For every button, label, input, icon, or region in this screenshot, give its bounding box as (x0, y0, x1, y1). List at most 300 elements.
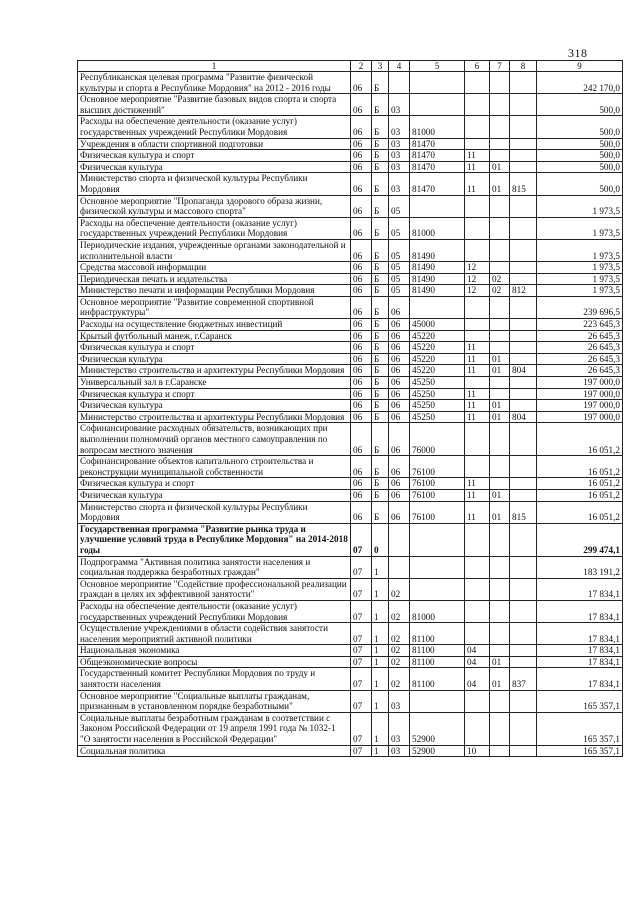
code-subsection: 01 (490, 656, 510, 668)
table-row (78, 273, 623, 285)
code-program: 07 (351, 600, 372, 622)
code-activity: 02 (389, 623, 410, 645)
row-amount: 165 357,1 (537, 712, 623, 745)
code-activity: 06 (389, 330, 410, 342)
code-activity: 02 (389, 668, 410, 690)
code-program: 07 (351, 578, 372, 600)
code-direction: 45250 (410, 377, 465, 389)
code-subsection: 01 (490, 489, 510, 501)
code-subsection (490, 745, 510, 757)
code-ministry (510, 94, 537, 116)
code-ministry (510, 195, 537, 217)
code-program: 06 (351, 116, 372, 138)
code-direction: 81000 (410, 116, 465, 138)
code-ministry: 812 (510, 285, 537, 297)
row-amount: 197 000,0 (537, 377, 623, 389)
code-subsection (490, 138, 510, 150)
table-row (78, 72, 623, 94)
code-subprogram: 1 (372, 656, 389, 668)
column-header: 4 (389, 61, 410, 72)
code-ministry (510, 690, 537, 712)
code-subprogram: 1 (372, 645, 389, 657)
code-section: 11 (465, 388, 490, 400)
table-row (78, 745, 623, 757)
code-ministry (510, 388, 537, 400)
code-program: 06 (351, 377, 372, 389)
code-ministry (510, 273, 537, 285)
code-section: 12 (465, 273, 490, 285)
row-amount: 239 696,5 (537, 296, 623, 318)
row-amount: 197 000,0 (537, 400, 623, 412)
code-direction: 81470 (410, 173, 465, 195)
code-program: 06 (351, 319, 372, 331)
code-activity: 06 (389, 501, 410, 523)
code-subsection: 01 (490, 668, 510, 690)
code-direction: 81490 (410, 285, 465, 297)
page-number: 318 (568, 46, 588, 60)
code-section: 11 (465, 150, 490, 162)
code-subsection (490, 319, 510, 331)
code-ministry (510, 296, 537, 318)
code-section (465, 600, 490, 622)
code-subprogram: Б (372, 330, 389, 342)
code-direction: 81000 (410, 600, 465, 622)
row-amount: 17 834,1 (537, 623, 623, 645)
table-row (78, 501, 623, 523)
code-section (465, 330, 490, 342)
table-row (78, 239, 623, 261)
code-direction: 76100 (410, 489, 465, 501)
row-amount: 16 051,2 (537, 489, 623, 501)
code-ministry (510, 239, 537, 261)
code-direction (410, 195, 465, 217)
code-activity: 03 (389, 161, 410, 173)
code-program: 07 (351, 623, 372, 645)
row-description: Подпрограмма "Активная политика занятости населения и социальная поддержка безработных граждан" (78, 556, 351, 578)
code-section (465, 377, 490, 389)
code-subprogram: 1 (372, 668, 389, 690)
code-program: 06 (351, 423, 372, 456)
code-ministry (510, 523, 537, 556)
code-subprogram: Б (372, 353, 389, 365)
row-amount: 26 645,3 (537, 353, 623, 365)
code-activity: 02 (389, 600, 410, 622)
code-subsection (490, 296, 510, 318)
code-direction: 81470 (410, 138, 465, 150)
code-ministry (510, 72, 537, 94)
code-subsection (490, 330, 510, 342)
table-row (78, 423, 623, 456)
code-activity (389, 556, 410, 578)
code-subsection (490, 342, 510, 354)
code-program: 07 (351, 645, 372, 657)
code-subsection: 01 (490, 411, 510, 423)
row-amount: 17 834,1 (537, 645, 623, 657)
code-ministry: 804 (510, 365, 537, 377)
code-subprogram: Б (372, 138, 389, 150)
code-program: 06 (351, 489, 372, 501)
code-subprogram: Б (372, 239, 389, 261)
code-direction: 81100 (410, 623, 465, 645)
code-direction: 76100 (410, 501, 465, 523)
column-header: 5 (410, 61, 465, 72)
row-amount: 17 834,1 (537, 668, 623, 690)
row-amount: 16 051,2 (537, 501, 623, 523)
table-row (78, 556, 623, 578)
code-direction: 45250 (410, 400, 465, 412)
code-activity: 03 (389, 712, 410, 745)
row-description: Физическая культура и спорт (78, 342, 351, 354)
code-section: 11 (465, 478, 490, 490)
code-subprogram: Б (372, 195, 389, 217)
code-section: 11 (465, 411, 490, 423)
code-subsection (490, 377, 510, 389)
code-subprogram: Б (372, 342, 389, 354)
code-program: 07 (351, 690, 372, 712)
code-subprogram: Б (372, 72, 389, 94)
code-direction: 45250 (410, 388, 465, 400)
code-ministry: 804 (510, 411, 537, 423)
row-description: Физическая культура и спорт (78, 150, 351, 162)
code-direction: 52900 (410, 745, 465, 757)
code-direction (410, 578, 465, 600)
code-section: 11 (465, 489, 490, 501)
code-program: 06 (351, 161, 372, 173)
table-row (78, 116, 623, 138)
row-amount: 242 170,0 (537, 72, 623, 94)
code-ministry (510, 150, 537, 162)
code-section (465, 523, 490, 556)
row-amount: 26 645,3 (537, 330, 623, 342)
row-description: Софинансирование расходных обязательств, возникающих при выполнении полномочий органов местного самоуправления по вопросам местного значения (78, 423, 351, 456)
code-ministry (510, 400, 537, 412)
code-program: 06 (351, 365, 372, 377)
code-program: 06 (351, 273, 372, 285)
row-amount: 1 973,5 (537, 195, 623, 217)
code-program: 06 (351, 94, 372, 116)
code-subsection (490, 72, 510, 94)
code-subsection (490, 600, 510, 622)
code-section (465, 623, 490, 645)
row-description: Осуществление учреждениями в области содействия занятости населения мероприятий активной политики (78, 623, 351, 645)
code-program: 06 (351, 330, 372, 342)
code-subprogram: Б (372, 296, 389, 318)
code-subprogram: Б (372, 273, 389, 285)
code-section (465, 72, 490, 94)
code-activity: 05 (389, 285, 410, 297)
row-description: Физическая культура (78, 489, 351, 501)
code-section: 11 (465, 365, 490, 377)
code-activity: 06 (389, 353, 410, 365)
code-program: 06 (351, 173, 372, 195)
table-row (78, 161, 623, 173)
code-program: 07 (351, 745, 372, 757)
code-subsection: 01 (490, 365, 510, 377)
code-activity: 06 (389, 319, 410, 331)
code-activity: 06 (389, 388, 410, 400)
table-row (78, 150, 623, 162)
code-subsection: 01 (490, 400, 510, 412)
code-ministry (510, 712, 537, 745)
code-activity: 05 (389, 195, 410, 217)
code-direction (410, 556, 465, 578)
row-amount: 500,0 (537, 150, 623, 162)
code-activity: 06 (389, 296, 410, 318)
table-row (78, 411, 623, 423)
code-subsection (490, 217, 510, 239)
code-ministry (510, 342, 537, 354)
code-direction: 52900 (410, 712, 465, 745)
code-ministry (510, 161, 537, 173)
code-section: 11 (465, 173, 490, 195)
row-description: Основное мероприятие "Содействие профессиональной реализации граждан в целях их эффективной занятости" (78, 578, 351, 600)
code-subprogram: Б (372, 411, 389, 423)
row-amount: 1 973,5 (537, 273, 623, 285)
table-row (78, 262, 623, 274)
code-subprogram: Б (372, 285, 389, 297)
table-row (78, 319, 623, 331)
code-subprogram: Б (372, 400, 389, 412)
code-section: 11 (465, 400, 490, 412)
code-section (465, 712, 490, 745)
code-program: 06 (351, 150, 372, 162)
code-activity: 05 (389, 273, 410, 285)
code-direction: 81470 (410, 161, 465, 173)
code-ministry (510, 623, 537, 645)
code-section: 04 (465, 656, 490, 668)
code-section: 04 (465, 645, 490, 657)
table-row (78, 400, 623, 412)
code-section (465, 423, 490, 456)
code-subsection (490, 423, 510, 456)
table-row (78, 296, 623, 318)
table-row (78, 712, 623, 745)
table-row (78, 478, 623, 490)
code-program: 06 (351, 478, 372, 490)
table-row (78, 456, 623, 478)
code-ministry: 815 (510, 501, 537, 523)
code-subprogram: Б (372, 319, 389, 331)
row-description: Физическая культура (78, 353, 351, 365)
table-row (78, 330, 623, 342)
row-description: Социальная политика (78, 745, 351, 757)
code-direction: 81470 (410, 150, 465, 162)
code-subprogram: 1 (372, 578, 389, 600)
row-description: Физическая культура (78, 161, 351, 173)
code-subsection (490, 556, 510, 578)
code-program: 06 (351, 262, 372, 274)
row-description: Физическая культура (78, 400, 351, 412)
code-activity: 06 (389, 400, 410, 412)
row-description: Расходы на обеспечение деятельности (оказание услуг) государственных учреждений Республики Мордовия (78, 217, 351, 239)
column-header: 9 (537, 61, 623, 72)
row-description: Физическая культура и спорт (78, 388, 351, 400)
code-subprogram: 1 (372, 712, 389, 745)
row-description: Расходы на обеспечение деятельности (оказание услуг) государственных учреждений Республики Мордовия (78, 116, 351, 138)
code-subprogram: Б (372, 217, 389, 239)
code-direction: 45220 (410, 342, 465, 354)
row-description: Средства массовой информации (78, 262, 351, 274)
code-subprogram: 1 (372, 745, 389, 757)
code-ministry (510, 319, 537, 331)
code-subsection (490, 456, 510, 478)
code-activity: 03 (389, 150, 410, 162)
table-row (78, 578, 623, 600)
table-row (78, 523, 623, 556)
code-section: 04 (465, 668, 490, 690)
row-description: Министерство спорта и физической культуры Республики Мордовия (78, 501, 351, 523)
row-description: Социальные выплаты безработным гражданам в соответствии с Законом Российской Федерации от 19 апреля 1991 года № 1032-1 "О занятости населения в Российской Федерации" (78, 712, 351, 745)
code-subprogram: Б (372, 501, 389, 523)
code-program: 06 (351, 195, 372, 217)
code-direction (410, 296, 465, 318)
code-subprogram: 1 (372, 556, 389, 578)
code-direction: 81100 (410, 645, 465, 657)
row-amount: 26 645,3 (537, 342, 623, 354)
code-activity: 06 (389, 365, 410, 377)
code-subprogram: Б (372, 173, 389, 195)
code-section (465, 456, 490, 478)
code-subprogram: Б (372, 388, 389, 400)
column-header: 1 (78, 61, 351, 72)
code-ministry (510, 138, 537, 150)
row-amount: 223 645,3 (537, 319, 623, 331)
column-header: 3 (372, 61, 389, 72)
table-row (78, 656, 623, 668)
table-row (78, 365, 623, 377)
row-amount: 16 051,2 (537, 423, 623, 456)
code-section (465, 239, 490, 261)
code-activity: 05 (389, 262, 410, 274)
code-subprogram: 0 (372, 523, 389, 556)
table-row (78, 353, 623, 365)
code-ministry (510, 330, 537, 342)
row-amount: 17 834,1 (537, 600, 623, 622)
table-row (78, 377, 623, 389)
code-section: 11 (465, 501, 490, 523)
row-description: Учреждения в области спортивной подготовки (78, 138, 351, 150)
code-subprogram: 1 (372, 690, 389, 712)
table-row (78, 388, 623, 400)
row-amount: 500,0 (537, 116, 623, 138)
code-activity: 02 (389, 645, 410, 657)
row-description: Софинансирование объектов капитального строительства и реконструкции муниципальной собственности (78, 456, 351, 478)
code-subprogram: 1 (372, 600, 389, 622)
code-subsection: 01 (490, 501, 510, 523)
code-program: 06 (351, 388, 372, 400)
row-description: Республиканская целевая программа "Развитие физической культуры и спорта в Республике Мордовия" на 2012 - 2016 годы (78, 72, 351, 94)
code-section: 12 (465, 262, 490, 274)
code-subsection (490, 690, 510, 712)
code-program: 07 (351, 656, 372, 668)
code-subprogram: Б (372, 116, 389, 138)
code-section (465, 296, 490, 318)
code-direction (410, 72, 465, 94)
code-subsection (490, 645, 510, 657)
code-activity: 03 (389, 690, 410, 712)
row-amount: 165 357,1 (537, 690, 623, 712)
code-direction: 81000 (410, 217, 465, 239)
row-description: Периодическая печать и издательства (78, 273, 351, 285)
table-row (78, 600, 623, 622)
code-section (465, 556, 490, 578)
code-subprogram: Б (372, 456, 389, 478)
code-program: 06 (351, 411, 372, 423)
code-section: 11 (465, 161, 490, 173)
code-ministry (510, 578, 537, 600)
code-activity: 03 (389, 138, 410, 150)
budget-table (77, 60, 623, 757)
table-row (78, 668, 623, 690)
table-row (78, 342, 623, 354)
code-activity: 03 (389, 94, 410, 116)
table-row (78, 285, 623, 297)
code-activity: 06 (389, 478, 410, 490)
code-ministry (510, 456, 537, 478)
row-description: Физическая культура и спорт (78, 478, 351, 490)
code-section: 10 (465, 745, 490, 757)
code-program: 06 (351, 456, 372, 478)
code-program: 07 (351, 556, 372, 578)
row-description: Государственный комитет Республики Мордовия по труду и занятости населения (78, 668, 351, 690)
code-program: 06 (351, 342, 372, 354)
code-direction: 81490 (410, 273, 465, 285)
code-direction: 76000 (410, 423, 465, 456)
code-activity: 03 (389, 116, 410, 138)
code-activity: 05 (389, 239, 410, 261)
code-direction: 76100 (410, 456, 465, 478)
code-subprogram: Б (372, 478, 389, 490)
row-description: Основное мероприятие "Развитие современной спортивной инфраструктуры" (78, 296, 351, 318)
code-section (465, 94, 490, 116)
code-activity (389, 523, 410, 556)
code-program: 06 (351, 217, 372, 239)
code-program: 06 (351, 138, 372, 150)
row-amount: 197 000,0 (537, 411, 623, 423)
code-ministry (510, 217, 537, 239)
code-subsection: 01 (490, 161, 510, 173)
table-row (78, 489, 623, 501)
row-description: Основное мероприятие "Развитие базовых видов спорта и спорта высших достижений" (78, 94, 351, 116)
row-description: Национальная экономика (78, 645, 351, 657)
code-section: 12 (465, 285, 490, 297)
code-program: 07 (351, 668, 372, 690)
code-subsection: 02 (490, 273, 510, 285)
column-header: 6 (465, 61, 490, 72)
table-body (78, 72, 623, 757)
row-description: Министерство строительства и архитектуры Республики Мордовия (78, 365, 351, 377)
code-program: 06 (351, 353, 372, 365)
code-subsection (490, 262, 510, 274)
table-row (78, 138, 623, 150)
row-amount: 500,0 (537, 94, 623, 116)
row-description: Государственная программа "Развитие рынка труда и улучшение условий труда в Республике Мордовия" на 2014-2018 годы (78, 523, 351, 556)
row-description: Министерство строительства и архитектуры Республики Мордовия (78, 411, 351, 423)
code-subsection (490, 712, 510, 745)
row-description: Министерство печати и информации Республики Мордовия (78, 285, 351, 297)
code-activity: 06 (389, 342, 410, 354)
code-section (465, 195, 490, 217)
code-subprogram: Б (372, 377, 389, 389)
row-amount: 16 051,2 (537, 478, 623, 490)
code-section (465, 319, 490, 331)
row-amount: 1 973,5 (537, 285, 623, 297)
table-row (78, 173, 623, 195)
code-program: 06 (351, 501, 372, 523)
code-activity: 02 (389, 578, 410, 600)
table-row (78, 645, 623, 657)
code-program: 06 (351, 296, 372, 318)
